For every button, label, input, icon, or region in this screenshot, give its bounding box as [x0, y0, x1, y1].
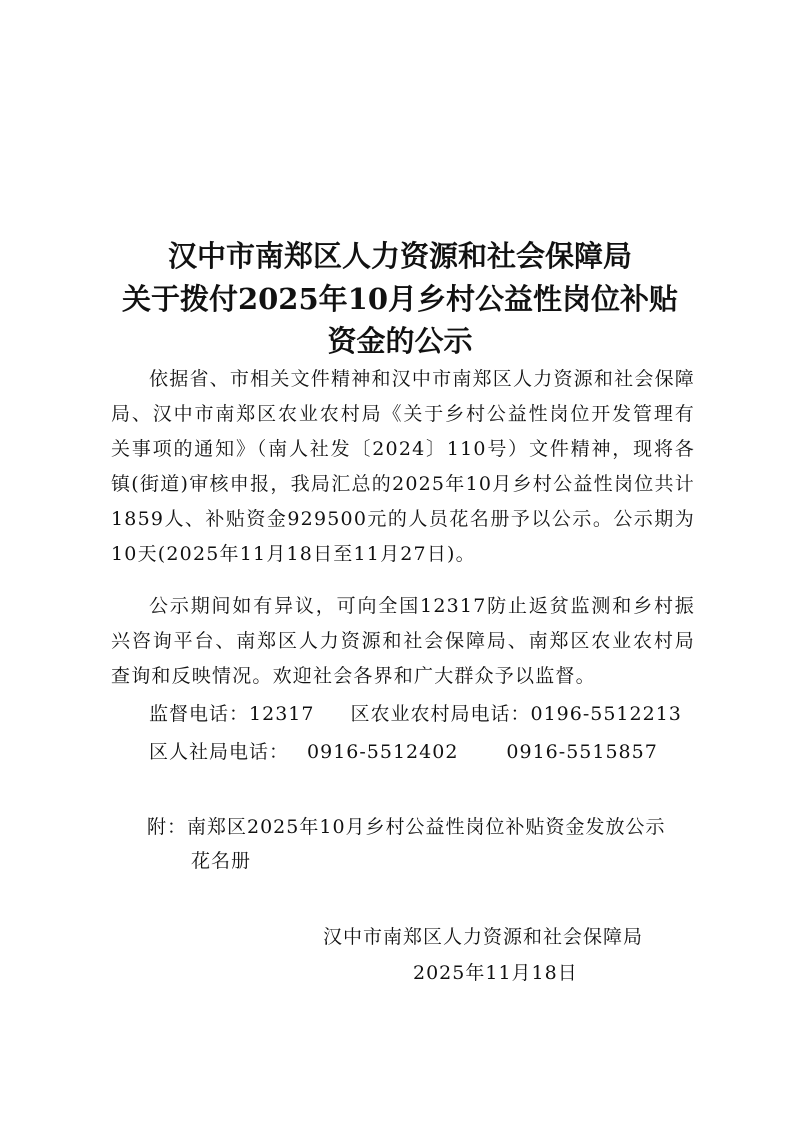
signature-date: 2025年11月18日: [413, 962, 578, 984]
supervision-phone-number: 12317: [249, 703, 315, 725]
agri-bureau-phone-label: 区农业农村局电话：: [350, 703, 531, 725]
hrss-phone-number-1: 0916-5512402: [307, 741, 459, 763]
agri-bureau-phone-number: 0196-5512213: [530, 703, 682, 725]
phone-line-1: [149, 697, 682, 732]
hrss-phone-label: 区人社局电话：: [149, 741, 290, 763]
body-paragraph-2: 公示期间如有异议，可向全国12317防止返贫监测和乡村振兴咨询平台、南郑区人力资源和社会保障局、南郑区农业农村局查询和反映情况。欢迎社会各界和广大群众予以监督。: [111, 595, 695, 687]
signature-organization: 汉中市南郑区人力资源和社会保障局: [323, 926, 644, 948]
phone-line-2: [149, 735, 658, 770]
attachment-line-2: 花名册: [191, 850, 252, 872]
title-line-2: 关于拨付2025年10月乡村公益性岗位补贴: [121, 282, 679, 316]
body-paragraph-1: 依据省、市相关文件精神和汉中市南郑区人力资源和社会保障局、汉中市南郑区农业农村局《关于乡村公益性岗位开发管理有关事项的通知》（南人社发〔2024〕110号）文件精神，现将各镇(街道)审核申报，我局汇总的2025年10月乡村公益性岗位共计1859人、补贴资金929500元的人员花名册予以公示。公示期为10天(2025年11月18日至11月27日)。: [111, 368, 695, 565]
attachment-line-1: 附：南郑区2025年10月乡村公益性岗位补贴资金发放公示: [147, 816, 666, 838]
title-line-1: 汉中市南郑区人力资源和社会保障局: [167, 239, 632, 273]
supervision-phone-label: 监督电话：: [149, 703, 250, 725]
title-line-3: 资金的公示: [327, 324, 473, 358]
hrss-phone-number-2: 0916-5515857: [506, 741, 658, 763]
